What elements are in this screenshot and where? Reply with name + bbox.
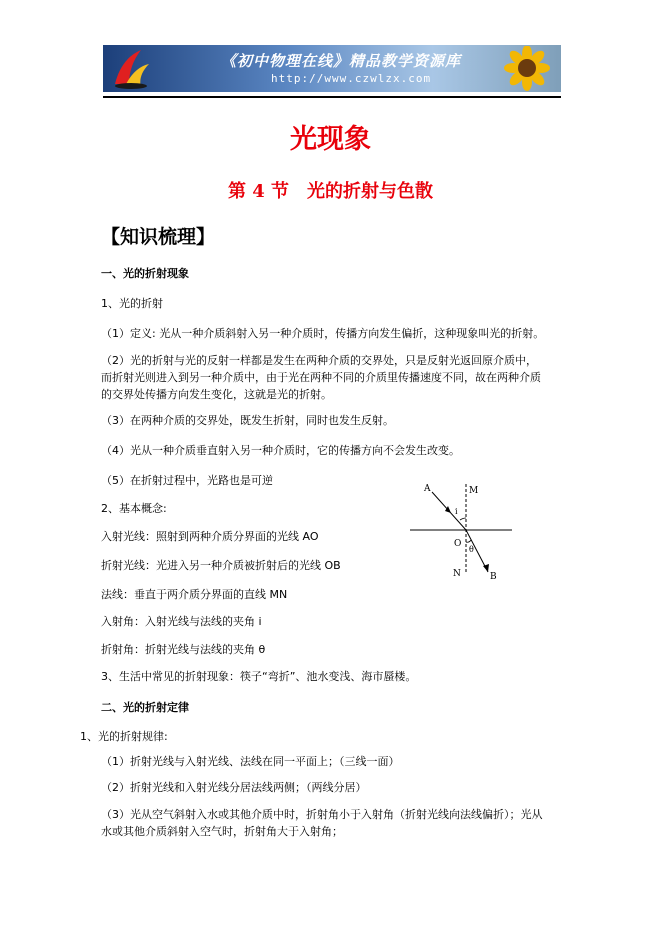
paragraph-5: （5）在折射过程中，光路也是可逆 <box>101 474 273 487</box>
paragraph-2-line-2: 而折射光则进入到另一种介质中，由于光在两种不同的介质里传播速度不同，故在两种介质 <box>101 371 541 384</box>
paragraph-3: （3）在两种介质的交界处，既发生折射，同时也发生反射。 <box>101 414 394 427</box>
incidence-angle-arc <box>460 518 466 520</box>
concept-normal: 法线：垂直于两介质分界面的直线 MN <box>101 588 288 601</box>
heading-refraction-law: 二、光的折射定律 <box>101 701 189 714</box>
page-title: 光现象 <box>290 124 371 155</box>
paragraph-2-line-1: （2）光的折射与光的反射一样都是发生在两种介质的交界处，只是反射光返回原介质中， <box>101 354 537 367</box>
label-theta: θ <box>469 545 474 554</box>
label-b: B <box>490 572 497 582</box>
concept-incident-ray: 入射光线：照射到两种介质分界面的光线 AO <box>101 530 319 543</box>
knowledge-heading: 【知识梳理】 <box>101 226 216 248</box>
section-title <box>0 177 661 203</box>
concept-refracted-ray: 折射光线：光进入另一种介质被折射后的光线 OB <box>101 559 341 572</box>
concept-incidence-angle: 入射角：入射光线与法线的夹角 i <box>101 615 262 628</box>
banner-title: 《初中物理在线》精品教学资源库 <box>221 52 462 70</box>
concept-refraction-angle: 折射角：折射光线与法线的夹角 θ <box>101 643 266 656</box>
paragraph-2-line-3: 的交界处传播方向发生变化，这就是光的折射。 <box>101 388 332 401</box>
subheading-refraction: 1、光的折射 <box>101 297 163 310</box>
heading-refraction-phenomenon: 一、光的折射现象 <box>101 267 189 280</box>
paragraph-definition: （1）定义: 光从一种介质斜射入另一种介质时，传播方向发生偏折，这种现象叫光的折射。 <box>101 327 545 340</box>
law-rule-2: （2）折射光线和入射光线分居法线两侧；（两线分居） <box>101 781 367 794</box>
law-rule-3-line-2: 水或其他介质斜射入空气时，折射角大于入射角； <box>101 825 343 838</box>
label-i: i <box>455 507 458 516</box>
law-rule-3-line-1: （3）光从空气斜射入水或其他介质中时，折射角小于入射角（折射光线向法线偏折）；光从 <box>101 808 543 821</box>
banner-url: http://www.czwlzx.com <box>271 72 432 85</box>
subheading-law: 1、光的折射规律: <box>80 730 168 743</box>
paragraph-4: （4）光从一种介质垂直射入另一种介质时，它的传播方向不会发生改变。 <box>101 444 460 457</box>
refraction-diagram <box>410 482 515 582</box>
label-o: O <box>454 539 462 549</box>
site-logo-icon <box>111 48 151 90</box>
subheading-everyday-examples: 3、生活中常见的折射现象：筷子“弯折”、池水变浅、海市蜃楼。 <box>101 670 417 683</box>
sunflower-icon <box>497 46 557 91</box>
refraction-angle-arc <box>466 540 471 542</box>
section-number: 第 4 节 <box>227 181 290 202</box>
subheading-concepts: 2、基本概念: <box>101 502 167 515</box>
label-n: N <box>453 569 461 579</box>
header-banner <box>103 45 561 92</box>
header-rule <box>103 96 561 98</box>
label-m: M <box>469 486 479 496</box>
section-name: 光的折射与色散 <box>307 181 434 202</box>
law-rule-1: （1）折射光线与入射光线、法线在同一平面上；（三线一面） <box>101 755 400 768</box>
label-a: A <box>424 484 431 494</box>
